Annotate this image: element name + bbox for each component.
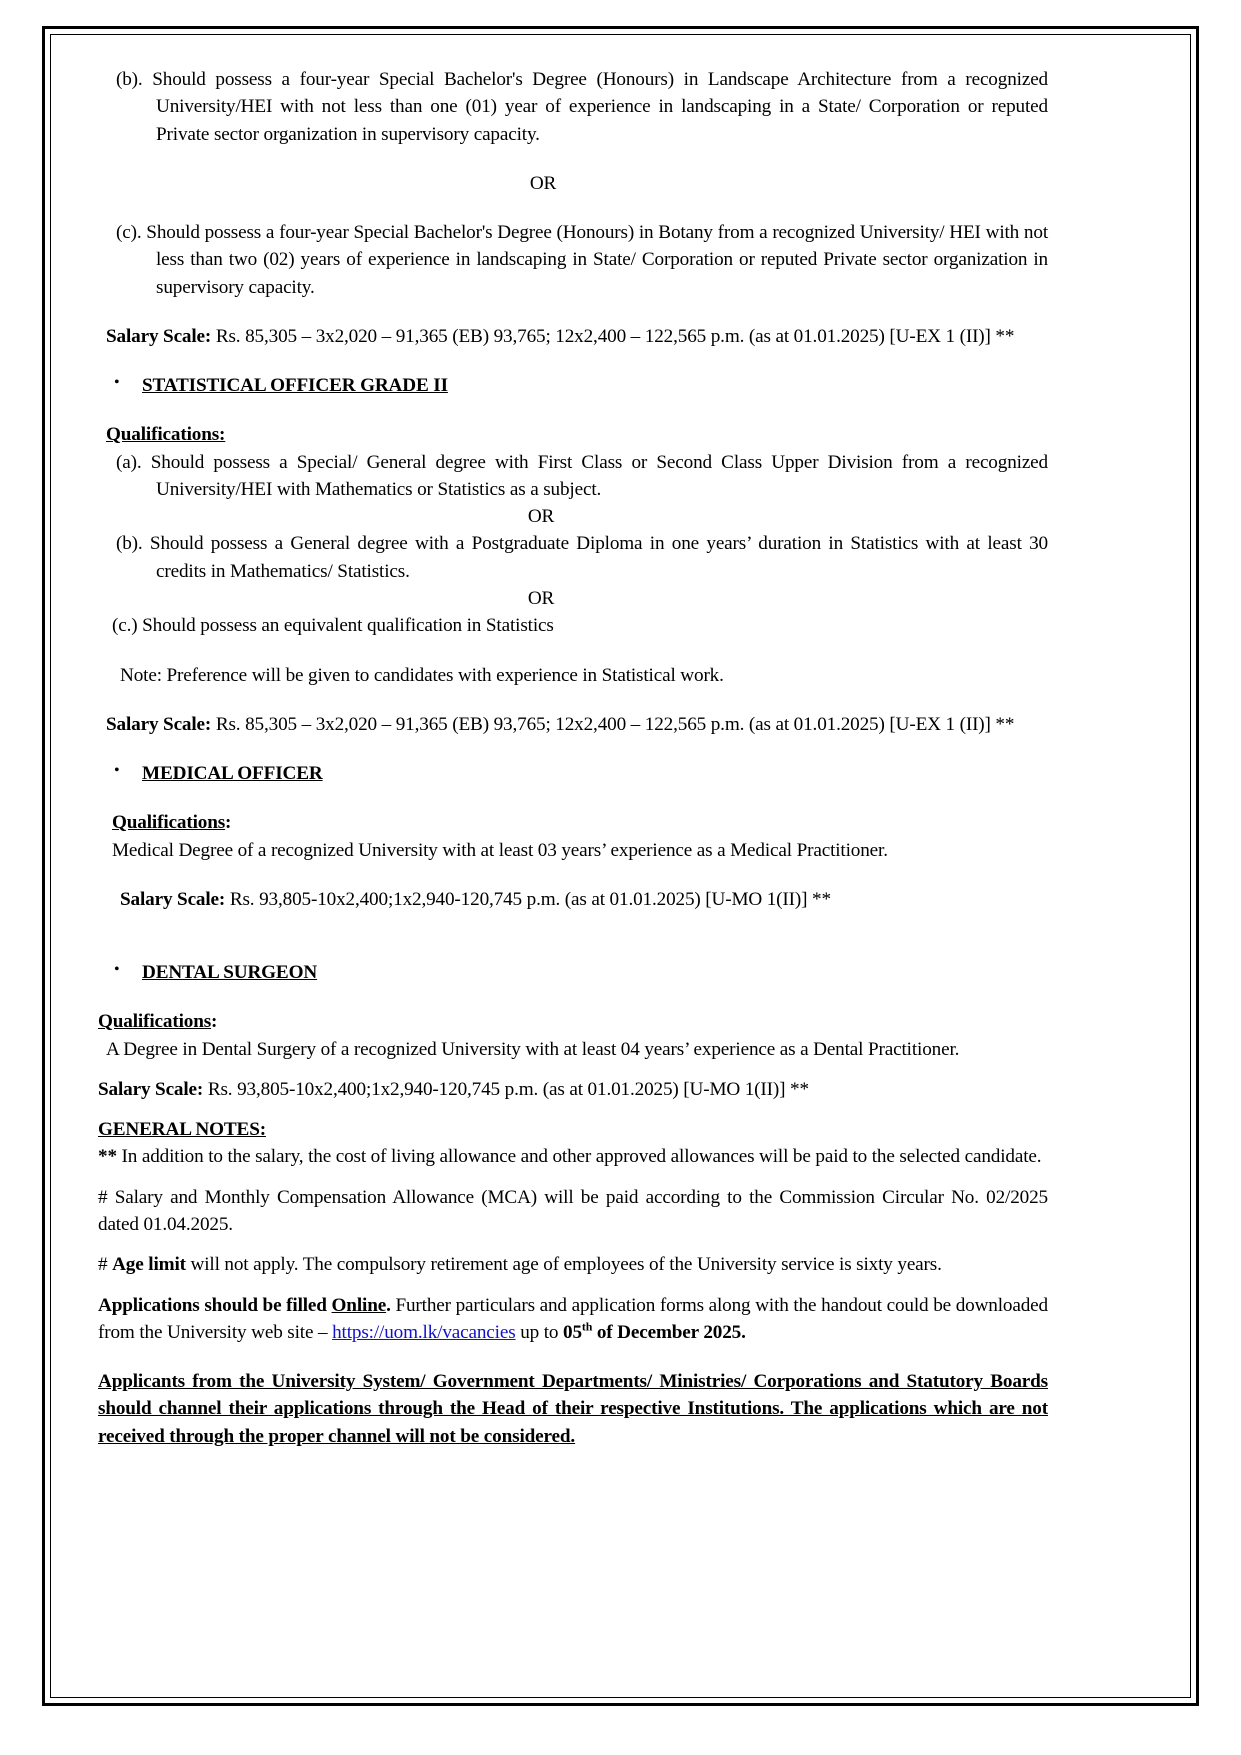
- spacer: [98, 1238, 1048, 1251]
- spacer: [98, 197, 1048, 219]
- section-heading-statistical-officer: [98, 372, 1048, 399]
- section-heading-dental-surgeon: [98, 959, 1048, 986]
- general-note-asterisk: [98, 1143, 1048, 1170]
- deadline-rest: of December 2025.: [592, 1321, 746, 1343]
- deadline-day: 05: [563, 1321, 582, 1343]
- bullet-icon: •: [114, 374, 120, 392]
- vacancies-link[interactable]: https://uom.lk/vacancies: [332, 1321, 516, 1343]
- general-note-mca: # Salary and Monthly Compensation Allowance (MCA) will be paid according to the Commission Circular No. 02/2025 dated 01.04.2025.: [98, 1186, 1048, 1235]
- salary-scale-medical: [98, 886, 1048, 913]
- spacer: [98, 689, 1048, 711]
- salary-scale-value: Rs. 93,805-10x2,400;1x2,940-120,745 p.m. (as at 01.01.2025) [U-MO 1(II)] **: [207, 1078, 809, 1100]
- bullet-icon: •: [114, 961, 120, 979]
- section-title-text: DENTAL SURGEON: [142, 962, 318, 984]
- section-title-text: STATISTICAL OFFICER GRADE II: [142, 375, 448, 397]
- salary-scale-dental: [98, 1076, 1048, 1103]
- salary-scale-statistical: [98, 711, 1048, 738]
- spacer: [98, 1063, 1048, 1076]
- salary-scale-value: Rs. 93,805-10x2,400;1x2,940-120,745 p.m. (as at 01.01.2025) [U-MO 1(II)] **: [229, 888, 831, 910]
- or-separator-1: OR: [529, 172, 557, 194]
- salary-scale-label: Salary Scale:: [106, 325, 212, 347]
- spacer: [98, 1346, 1048, 1368]
- salary-scale-label: Salary Scale:: [98, 1078, 204, 1100]
- spacer: [98, 640, 1048, 662]
- spacer: [98, 1171, 1048, 1184]
- qualifications-label-statistical: Qualifications:: [106, 424, 226, 446]
- salary-scale-value: Rs. 85,305 – 3x2,020 – 91,365 (EB) 93,765; 12x2,400 – 122,565 p.m. (as at 01.01.2025) [U-EX 1 (II)] **: [215, 713, 1015, 735]
- qualification-item-b-statistical: (b). Should possess a General degree with a Postgraduate Diploma in one years’ duration in Statistics with at least 30 credits in Mathematics/ Statistics.: [116, 533, 1048, 582]
- section-title-text: MEDICAL OFFICER: [142, 763, 323, 785]
- section-heading-medical-officer: [98, 760, 1048, 787]
- or-separator-2: OR: [527, 506, 555, 528]
- qualifications-text-medical: Medical Degree of a recognized University with at least 03 years’ experience as a Medical Practitioner.: [112, 839, 888, 861]
- asterisk-marker: **: [98, 1146, 117, 1168]
- online-emphasis: Online: [331, 1294, 387, 1316]
- spacer: [98, 148, 1048, 170]
- qualifications-label-medical: Qualifications:: [112, 812, 232, 834]
- spacer: [98, 350, 1048, 372]
- applications-bold-lead: Applications should be filled: [98, 1294, 332, 1316]
- or-separator-3: OR: [527, 587, 555, 609]
- spacer: [98, 864, 1048, 886]
- spacer: [98, 787, 1048, 809]
- qualification-item-a-statistical: (a). Should possess a Special/ General degree with First Class or Second Class Upper Division from a recognized University/HEI with Mathematics or Statistics as a subject.: [116, 451, 1048, 500]
- note-statistical: Note: Preference will be given to candidates with experience in Statistical work.: [120, 664, 724, 686]
- spacer: [98, 301, 1048, 323]
- qualification-item-c-landscape: (c). Should possess a four-year Special Bachelor's Degree (Honours) in Botany from a recognized University/ HEI with not less than two (02) years of experience in landscaping in State/ Corporation or reputed Private sector organization in supervisory capacity.: [116, 222, 1048, 298]
- qualifications-text-dental: A Degree in Dental Surgery of a recognized University with at least 04 years’ experience as a Dental Practitioner.: [106, 1038, 960, 1060]
- spacer: [98, 913, 1048, 959]
- deadline-ordinal-suffix: th: [581, 1319, 593, 1334]
- qualification-item-b-landscape: (b). Should possess a four-year Special Bachelor's Degree (Honours) in Landscape Architecture from a recognized University/HEI with not less than one (01) year of experience in landscaping in a State/ Corporation or reputed Private sector organization in supervisory capacity.: [116, 69, 1048, 145]
- salary-scale-label: Salary Scale:: [120, 888, 226, 910]
- spacer: [98, 399, 1048, 421]
- bullet-icon: •: [114, 762, 120, 780]
- general-notes-heading: GENERAL NOTES:: [98, 1119, 266, 1141]
- qualification-item-c-statistical: (c.) Should possess an equivalent qualification in Statistics: [112, 615, 554, 637]
- qualifications-label-dental: Qualifications:: [98, 1011, 218, 1033]
- spacer: [98, 1103, 1048, 1116]
- salary-scale-value: Rs. 85,305 – 3x2,020 – 91,365 (EB) 93,765; 12x2,400 – 122,565 p.m. (as at 01.01.2025) [U-EX 1 (II)] **: [215, 325, 1015, 347]
- general-note-age-limit: # Age limit will not apply. The compulsory retirement age of employees of the University service is sixty years.: [98, 1254, 942, 1276]
- age-limit-bold: Age limit: [112, 1254, 186, 1276]
- asterisk-note-text: In addition to the salary, the cost of living allowance and other approved allowances will be paid to the selected candidate.: [121, 1146, 1042, 1168]
- proper-channel-notice: Applicants from the University System/ Government Departments/ Ministries/ Corporations and Statutory Boards should channel their applications through the Head of their respective Institutions. The applications which are not received through the proper channel will not be considered.: [98, 1371, 1048, 1447]
- salary-scale-label: Salary Scale:: [106, 713, 212, 735]
- spacer: [98, 1279, 1048, 1292]
- spacer: [98, 738, 1048, 760]
- salary-scale-landscape: [98, 323, 1048, 350]
- applications-paragraph: Applications should be filled Online. Further particulars and application forms along with the handout could be downloaded from the University web site – https://uom.lk/vacancies up to 05th of December 2025.: [98, 1294, 1048, 1343]
- document-body: [98, 66, 1048, 1450]
- spacer: [98, 986, 1048, 1008]
